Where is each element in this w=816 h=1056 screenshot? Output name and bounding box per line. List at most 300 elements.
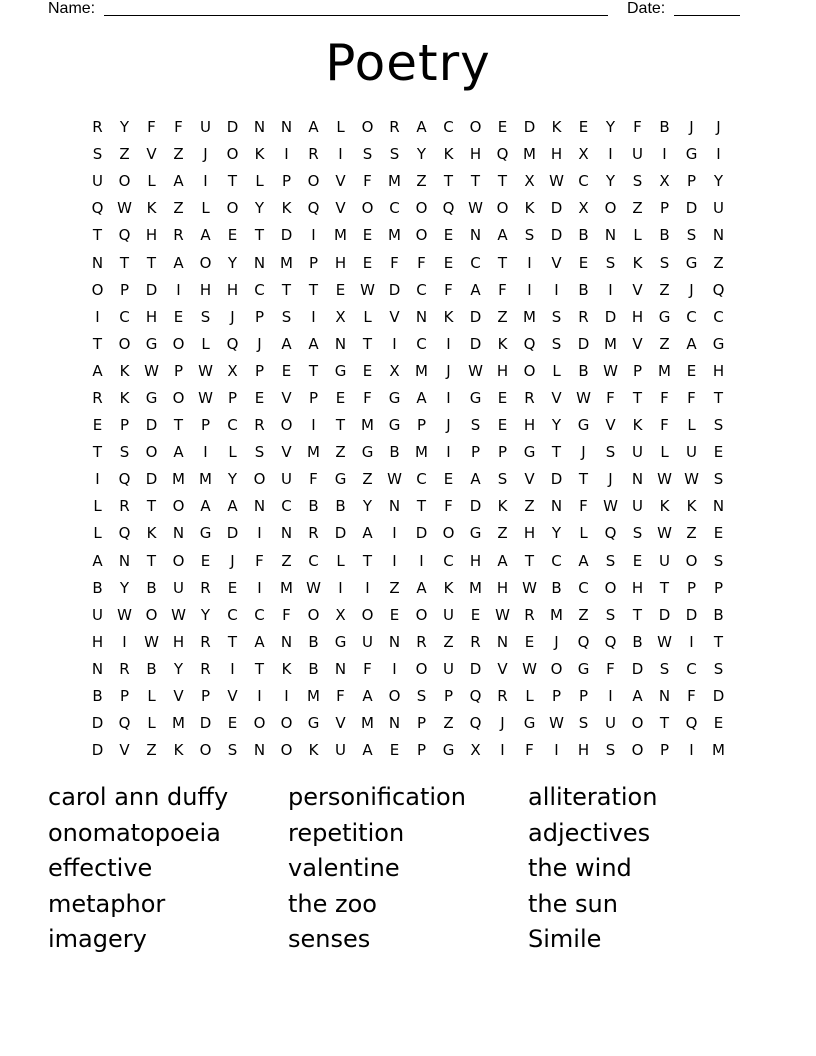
grid-letter: T bbox=[146, 253, 157, 272]
grid-letter: L bbox=[336, 551, 345, 570]
grid-letter: W bbox=[468, 199, 483, 218]
grid-letter: D bbox=[631, 659, 644, 678]
grid-letter: S bbox=[686, 226, 697, 245]
grid-letter: I bbox=[311, 307, 316, 326]
grid-letter: F bbox=[444, 497, 453, 516]
grid-letter: I bbox=[446, 334, 451, 353]
grid-letter: W bbox=[171, 605, 186, 624]
grid-letter: F bbox=[579, 497, 588, 516]
grid-letter: W bbox=[549, 714, 564, 733]
grid-letter: Y bbox=[605, 172, 616, 191]
grid-letter: O bbox=[172, 334, 185, 353]
grid-letter: I bbox=[230, 659, 235, 678]
grid-letter: R bbox=[497, 687, 508, 706]
grid-letter: F bbox=[417, 253, 426, 272]
grid-letter: H bbox=[496, 578, 509, 597]
grid-letter: O bbox=[253, 714, 266, 733]
grid-letter: R bbox=[308, 145, 319, 164]
grid-letter: Z bbox=[119, 145, 130, 164]
grid-letter: D bbox=[199, 714, 212, 733]
grid-letter: T bbox=[470, 172, 481, 191]
grid-letter: Y bbox=[227, 253, 238, 272]
grid-letter: I bbox=[608, 145, 613, 164]
word-list-item: imagery bbox=[48, 925, 147, 953]
grid-letter: B bbox=[551, 578, 562, 597]
grid-letter: S bbox=[254, 443, 265, 462]
grid-letter: E bbox=[686, 361, 697, 380]
grid-letter: R bbox=[254, 416, 265, 435]
grid-row bbox=[84, 412, 732, 439]
grid-letter: T bbox=[362, 551, 373, 570]
grid-letter: F bbox=[309, 470, 318, 489]
grid-letter: D bbox=[550, 199, 563, 218]
grid-letter: Y bbox=[173, 659, 184, 678]
grid-letter: J bbox=[500, 714, 505, 733]
grid-letter: M bbox=[415, 361, 428, 380]
grid-letter: E bbox=[389, 741, 400, 760]
grid-letter: T bbox=[551, 443, 562, 462]
grid-letter: M bbox=[172, 714, 185, 733]
grid-letter: T bbox=[254, 226, 265, 245]
grid-letter: O bbox=[172, 497, 185, 516]
grid-letter: G bbox=[442, 741, 455, 760]
grid-letter: W bbox=[657, 524, 672, 543]
grid-letter: P bbox=[497, 443, 508, 462]
grid-letter: T bbox=[281, 280, 292, 299]
grid-letter: T bbox=[578, 470, 589, 489]
grid-letter: W bbox=[657, 470, 672, 489]
grid-letter: R bbox=[173, 226, 184, 245]
grid-letter: T bbox=[497, 172, 508, 191]
grid-letter: W bbox=[117, 199, 132, 218]
grid-letter: G bbox=[685, 253, 698, 272]
grid-row bbox=[84, 656, 732, 683]
grid-letter: K bbox=[443, 307, 454, 326]
grid-letter: L bbox=[633, 226, 642, 245]
grid-letter: C bbox=[686, 659, 697, 678]
grid-letter: O bbox=[307, 605, 320, 624]
grid-letter: U bbox=[632, 145, 643, 164]
grid-letter: Q bbox=[523, 334, 536, 353]
grid-letter: U bbox=[632, 443, 643, 462]
grid-letter: D bbox=[334, 524, 347, 543]
grid-row bbox=[84, 548, 732, 575]
grid-letter: Q bbox=[469, 687, 482, 706]
grid-letter: X bbox=[578, 145, 589, 164]
grid-letter: K bbox=[551, 118, 562, 137]
grid-letter: A bbox=[470, 470, 481, 489]
grid-letter: H bbox=[145, 307, 158, 326]
grid-letter: O bbox=[361, 605, 374, 624]
grid-letter: V bbox=[281, 388, 292, 407]
grid-letter: U bbox=[443, 605, 454, 624]
grid-letter: D bbox=[550, 470, 563, 489]
grid-letter: R bbox=[200, 659, 211, 678]
grid-letter: H bbox=[91, 632, 104, 651]
grid-letter: W bbox=[657, 632, 672, 651]
grid-letter: G bbox=[388, 416, 401, 435]
grid-letter: Z bbox=[497, 307, 508, 326]
grid-letter: F bbox=[282, 605, 291, 624]
word-list-item: personification bbox=[288, 783, 466, 811]
grid-letter: E bbox=[443, 226, 454, 245]
grid-letter: V bbox=[551, 253, 562, 272]
grid-letter: B bbox=[578, 226, 589, 245]
grid-letter: Y bbox=[551, 524, 562, 543]
grid-letter: G bbox=[199, 524, 212, 543]
grid-letter: N bbox=[496, 632, 509, 651]
grid-letter: J bbox=[689, 118, 694, 137]
grid-letter: W bbox=[603, 361, 618, 380]
grid-letter: E bbox=[470, 605, 481, 624]
grid-letter: C bbox=[443, 551, 454, 570]
grid-letter: E bbox=[578, 118, 589, 137]
grid-letter: S bbox=[497, 470, 508, 489]
grid-letter: K bbox=[146, 199, 157, 218]
grid-letter: N bbox=[91, 659, 104, 678]
grid-letter: Q bbox=[118, 524, 131, 543]
grid-letter: F bbox=[363, 172, 372, 191]
grid-letter: R bbox=[200, 632, 211, 651]
grid-letter: P bbox=[416, 741, 427, 760]
grid-letter: C bbox=[443, 118, 454, 137]
grid-letter: Q bbox=[712, 280, 725, 299]
grid-letter: P bbox=[254, 361, 265, 380]
grid-letter: M bbox=[388, 226, 401, 245]
grid-letter: Q bbox=[577, 632, 590, 651]
grid-letter: N bbox=[388, 632, 401, 651]
grid-letter: T bbox=[92, 334, 103, 353]
grid-row bbox=[84, 493, 732, 520]
grid-letter: A bbox=[578, 551, 589, 570]
grid-letter: M bbox=[334, 226, 347, 245]
grid-letter: L bbox=[336, 118, 345, 137]
grid-letter: T bbox=[713, 388, 724, 407]
grid-letter: O bbox=[631, 741, 644, 760]
grid-letter: S bbox=[92, 145, 103, 164]
grid-letter: F bbox=[498, 280, 507, 299]
grid-letter: N bbox=[118, 551, 131, 570]
grid-letter: U bbox=[335, 741, 346, 760]
grid-letter: A bbox=[92, 551, 103, 570]
grid-letter: U bbox=[92, 172, 103, 191]
grid-letter: C bbox=[389, 199, 400, 218]
grid-letter: K bbox=[308, 741, 319, 760]
grid-letter: A bbox=[173, 172, 184, 191]
grid-letter: P bbox=[578, 687, 589, 706]
grid-letter: Q bbox=[469, 714, 482, 733]
grid-letter: I bbox=[122, 632, 127, 651]
grid-letter: H bbox=[469, 551, 482, 570]
grid-letter: S bbox=[470, 416, 481, 435]
grid-letter: H bbox=[523, 416, 536, 435]
grid-letter: L bbox=[201, 334, 210, 353]
grid-letter: Y bbox=[119, 578, 130, 597]
grid-letter: H bbox=[712, 361, 725, 380]
grid-letter: S bbox=[281, 307, 292, 326]
grid-letter: Z bbox=[146, 741, 157, 760]
grid-letter: A bbox=[308, 118, 319, 137]
grid-letter: P bbox=[713, 578, 724, 597]
date-label: Date: bbox=[627, 0, 666, 17]
grid-letter: P bbox=[119, 687, 130, 706]
grid-letter: B bbox=[308, 497, 319, 516]
grid-letter: M bbox=[712, 741, 725, 760]
grid-letter: L bbox=[93, 524, 102, 543]
grid-letter: K bbox=[524, 199, 535, 218]
grid-letter: A bbox=[173, 443, 184, 462]
grid-letter: T bbox=[119, 253, 130, 272]
grid-letter: P bbox=[227, 388, 238, 407]
grid-letter: J bbox=[446, 416, 451, 435]
grid-letter: E bbox=[281, 361, 292, 380]
grid-letter: M bbox=[415, 443, 428, 462]
word-list-item: adjectives bbox=[528, 818, 651, 847]
grid-letter: P bbox=[308, 388, 319, 407]
worksheet-header bbox=[0, 0, 816, 20]
grid-letter: D bbox=[226, 524, 239, 543]
grid-letter: E bbox=[362, 226, 373, 245]
grid-letter: H bbox=[631, 578, 644, 597]
grid-letter: V bbox=[335, 199, 346, 218]
grid-letter: S bbox=[605, 605, 616, 624]
grid-letter: M bbox=[604, 334, 617, 353]
grid-letter: I bbox=[554, 280, 559, 299]
grid-letter: V bbox=[632, 334, 643, 353]
grid-letter: S bbox=[605, 741, 616, 760]
grid-letter: D bbox=[415, 524, 428, 543]
grid-letter: M bbox=[523, 307, 536, 326]
grid-row bbox=[84, 304, 732, 331]
grid-letter: M bbox=[658, 361, 671, 380]
grid-letter: S bbox=[713, 416, 724, 435]
grid-letter: O bbox=[361, 199, 374, 218]
grid-letter: H bbox=[145, 226, 158, 245]
grid-letter: Z bbox=[362, 470, 373, 489]
grid-letter: Z bbox=[632, 199, 643, 218]
grid-letter: H bbox=[550, 145, 563, 164]
grid-letter: O bbox=[199, 741, 212, 760]
letter-grid bbox=[84, 114, 732, 764]
grid-letter: H bbox=[469, 145, 482, 164]
grid-letter: D bbox=[145, 470, 158, 489]
grid-letter: O bbox=[415, 659, 428, 678]
grid-letter: Y bbox=[551, 416, 562, 435]
grid-letter: N bbox=[469, 226, 482, 245]
grid-letter: Q bbox=[118, 470, 131, 489]
grid-letter: N bbox=[388, 497, 401, 516]
grid-row bbox=[84, 168, 732, 195]
grid-letter: N bbox=[253, 253, 266, 272]
word-list-item: senses bbox=[288, 925, 371, 953]
grid-letter: H bbox=[577, 741, 590, 760]
word-list-item: carol ann duffy bbox=[48, 783, 229, 811]
grid-letter: I bbox=[527, 280, 532, 299]
grid-letter: G bbox=[685, 145, 698, 164]
grid-letter: L bbox=[201, 199, 210, 218]
grid-letter: A bbox=[686, 334, 697, 353]
grid-letter: J bbox=[554, 632, 559, 651]
grid-letter: I bbox=[392, 524, 397, 543]
grid-letter: L bbox=[147, 714, 156, 733]
grid-letter: M bbox=[280, 253, 293, 272]
grid-letter: D bbox=[604, 307, 617, 326]
grid-row bbox=[84, 358, 732, 385]
grid-letter: R bbox=[92, 118, 103, 137]
grid-letter: C bbox=[281, 497, 292, 516]
grid-letter: T bbox=[254, 659, 265, 678]
grid-letter: E bbox=[443, 253, 454, 272]
word-list-item: the sun bbox=[528, 889, 618, 918]
word-list-item: metaphor bbox=[48, 889, 166, 918]
grid-letter: S bbox=[551, 307, 562, 326]
grid-letter: C bbox=[416, 470, 427, 489]
grid-letter: F bbox=[147, 118, 156, 137]
grid-letter: T bbox=[335, 416, 346, 435]
grid-letter: X bbox=[524, 172, 535, 191]
grid-letter: C bbox=[254, 605, 265, 624]
grid-letter: M bbox=[361, 714, 374, 733]
grid-row bbox=[84, 141, 732, 168]
grid-letter: O bbox=[172, 388, 185, 407]
grid-letter: K bbox=[686, 497, 697, 516]
grid-letter: G bbox=[712, 334, 725, 353]
grid-letter: U bbox=[362, 632, 373, 651]
grid-letter: A bbox=[416, 388, 427, 407]
grid-letter: B bbox=[659, 226, 670, 245]
grid-letter: D bbox=[550, 226, 563, 245]
grid-letter: Z bbox=[659, 334, 670, 353]
grid-letter: O bbox=[199, 253, 212, 272]
grid-letter: N bbox=[334, 659, 347, 678]
grid-letter: K bbox=[254, 145, 265, 164]
grid-letter: G bbox=[145, 334, 158, 353]
word-list-item: effective bbox=[48, 854, 153, 882]
grid-letter: L bbox=[93, 497, 102, 516]
grid-row bbox=[84, 195, 732, 222]
grid-letter: O bbox=[388, 687, 401, 706]
grid-letter: K bbox=[119, 388, 130, 407]
grid-letter: Q bbox=[496, 145, 509, 164]
grid-letter: C bbox=[686, 307, 697, 326]
grid-letter: N bbox=[172, 524, 185, 543]
grid-letter: O bbox=[280, 714, 293, 733]
grid-letter: D bbox=[469, 307, 482, 326]
grid-letter: U bbox=[92, 605, 103, 624]
grid-letter: O bbox=[172, 551, 185, 570]
grid-letter: P bbox=[416, 416, 427, 435]
grid-letter: F bbox=[390, 253, 399, 272]
grid-letter: O bbox=[415, 605, 428, 624]
grid-letter: C bbox=[227, 605, 238, 624]
grid-letter: B bbox=[659, 118, 670, 137]
grid-letter: V bbox=[389, 307, 400, 326]
grid-letter: V bbox=[227, 687, 238, 706]
grid-letter: S bbox=[605, 551, 616, 570]
grid-letter: E bbox=[227, 226, 238, 245]
grid-letter: C bbox=[119, 307, 130, 326]
grid-letter: T bbox=[632, 605, 643, 624]
grid-letter: X bbox=[227, 361, 238, 380]
grid-letter: C bbox=[416, 280, 427, 299]
grid-letter: E bbox=[578, 253, 589, 272]
grid-letter: H bbox=[172, 632, 185, 651]
grid-letter: I bbox=[311, 416, 316, 435]
grid-letter: T bbox=[308, 361, 319, 380]
grid-letter: J bbox=[689, 280, 694, 299]
grid-letter: V bbox=[281, 443, 292, 462]
grid-letter: B bbox=[308, 659, 319, 678]
grid-letter: Z bbox=[173, 145, 184, 164]
grid-letter: B bbox=[389, 443, 400, 462]
grid-letter: W bbox=[198, 361, 213, 380]
grid-letter: K bbox=[281, 659, 292, 678]
grid-letter: S bbox=[227, 741, 238, 760]
grid-letter: F bbox=[687, 388, 696, 407]
grid-letter: G bbox=[388, 388, 401, 407]
grid-letter: M bbox=[469, 578, 482, 597]
grid-letter: Q bbox=[442, 199, 455, 218]
grid-letter: S bbox=[524, 226, 535, 245]
grid-row bbox=[84, 277, 732, 304]
grid-letter: T bbox=[497, 253, 508, 272]
grid-letter: B bbox=[578, 361, 589, 380]
name-label: Name: bbox=[48, 0, 96, 17]
grid-letter: I bbox=[176, 280, 181, 299]
grid-letter: I bbox=[419, 551, 424, 570]
grid-letter: V bbox=[551, 388, 562, 407]
grid-letter: L bbox=[687, 416, 696, 435]
grid-letter: F bbox=[660, 388, 669, 407]
grid-letter: C bbox=[578, 578, 589, 597]
grid-row bbox=[84, 249, 732, 276]
grid-letter: Z bbox=[173, 199, 184, 218]
grid-letter: F bbox=[363, 659, 372, 678]
grid-letter: S bbox=[659, 659, 670, 678]
grid-letter: Q bbox=[307, 199, 320, 218]
grid-letter: X bbox=[335, 307, 346, 326]
grid-row bbox=[84, 222, 732, 249]
grid-letter: J bbox=[581, 443, 586, 462]
grid-letter: H bbox=[199, 280, 212, 299]
grid-letter: L bbox=[228, 443, 237, 462]
grid-letter: I bbox=[392, 659, 397, 678]
grid-letter: S bbox=[659, 253, 670, 272]
grid-letter: U bbox=[686, 443, 697, 462]
grid-letter: A bbox=[632, 687, 643, 706]
grid-letter: U bbox=[632, 497, 643, 516]
grid-letter: N bbox=[604, 226, 617, 245]
grid-letter: W bbox=[198, 388, 213, 407]
grid-letter: I bbox=[689, 632, 694, 651]
grid-letter: T bbox=[443, 172, 454, 191]
grid-letter: V bbox=[335, 172, 346, 191]
grid-letter: S bbox=[605, 253, 616, 272]
grid-letter: D bbox=[145, 280, 158, 299]
grid-letter: S bbox=[578, 714, 589, 733]
grid-letter: Z bbox=[281, 551, 292, 570]
grid-letter: K bbox=[443, 145, 454, 164]
grid-letter: V bbox=[173, 687, 184, 706]
grid-letter: N bbox=[712, 497, 725, 516]
grid-letter: D bbox=[685, 199, 698, 218]
grid-letter: I bbox=[608, 687, 613, 706]
word-list bbox=[48, 780, 768, 958]
grid-letter: R bbox=[92, 388, 103, 407]
grid-letter: B bbox=[632, 632, 643, 651]
grid-letter: E bbox=[497, 388, 508, 407]
grid-letter: A bbox=[416, 578, 427, 597]
